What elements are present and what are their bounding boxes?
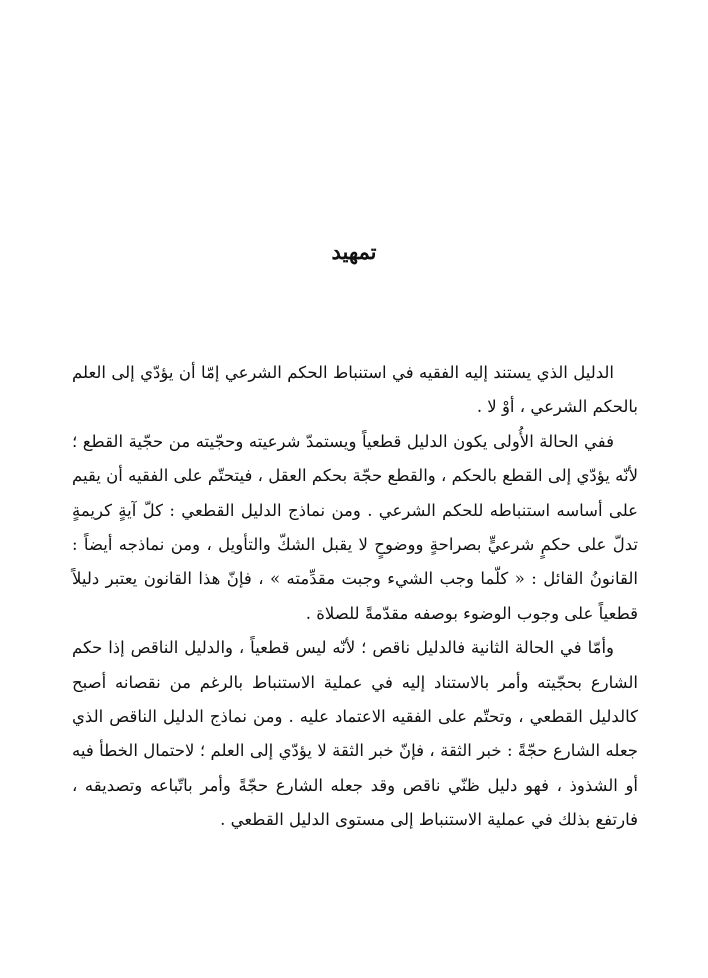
paragraph-1: الدليل الذي يستند إليه الفقيه في استنباط الحكم الشرعي إمّا أن يؤدّي إلى العلم بالحكم الشرعي ، أوْ لا . <box>72 363 638 417</box>
body-text <box>72 356 638 838</box>
paragraph-2: ففي الحالة الأُولى يكون الدليل قطعياً ويستمدّ شرعيته وحجّيته من حجّية القطع ؛ لأنّه يؤدّي إلى القطع بالحكم ، والقطع حجّة بحكم العقل ، فيتحتّم على الفقيه أن يقيم على أساسه استنباطه للحكم الشرعي . ومن نماذج الدليل القطعي : كلّ آيةٍ كريمةٍ تدلّ على حكمٍ شرعيٍّ بصراحةٍ ووضوحٍ لا يقبل الشكّ والتأويل ، ومن نماذجه أيضاً : القانونُ القائل : « كلّما وجب الشيء وجبت مقدِّمته » ، فإنّ هذا القانون يعتبر دليلاً قطعياً على وجوب الوضوء بوصفه مقدّمةً للصلاة . <box>72 431 638 623</box>
page-title: تمهيد <box>331 239 377 264</box>
paragraph-3: وأمّا في الحالة الثانية فالدليل ناقص ؛ لأنّه ليس قطعياً ، والدليل الناقص إذا حكم الشارع بحجّيته وأمر بالاستناد إليه في عملية الاستنباط بالرغم من نقصانه أصبح كالدليل القطعي ، وتحتّم على الفقيه الاعتماد عليه . ومن نماذج الدليل الناقص الذي جعله الشارع حجّةً : خبر الثقة ، فإنّ خبر الثقة لا يؤدّي إلى العلم ؛ لاحتمال الخطأ فيه أو الشذوذ ، فهو دليل ظنّي ناقص وقد جعله الشارع حجّةً وأمر باتّباعه وتصديقه ، فارتفع بذلك في عملية الاستنباط إلى مستوى الدليل القطعي . <box>72 638 638 830</box>
